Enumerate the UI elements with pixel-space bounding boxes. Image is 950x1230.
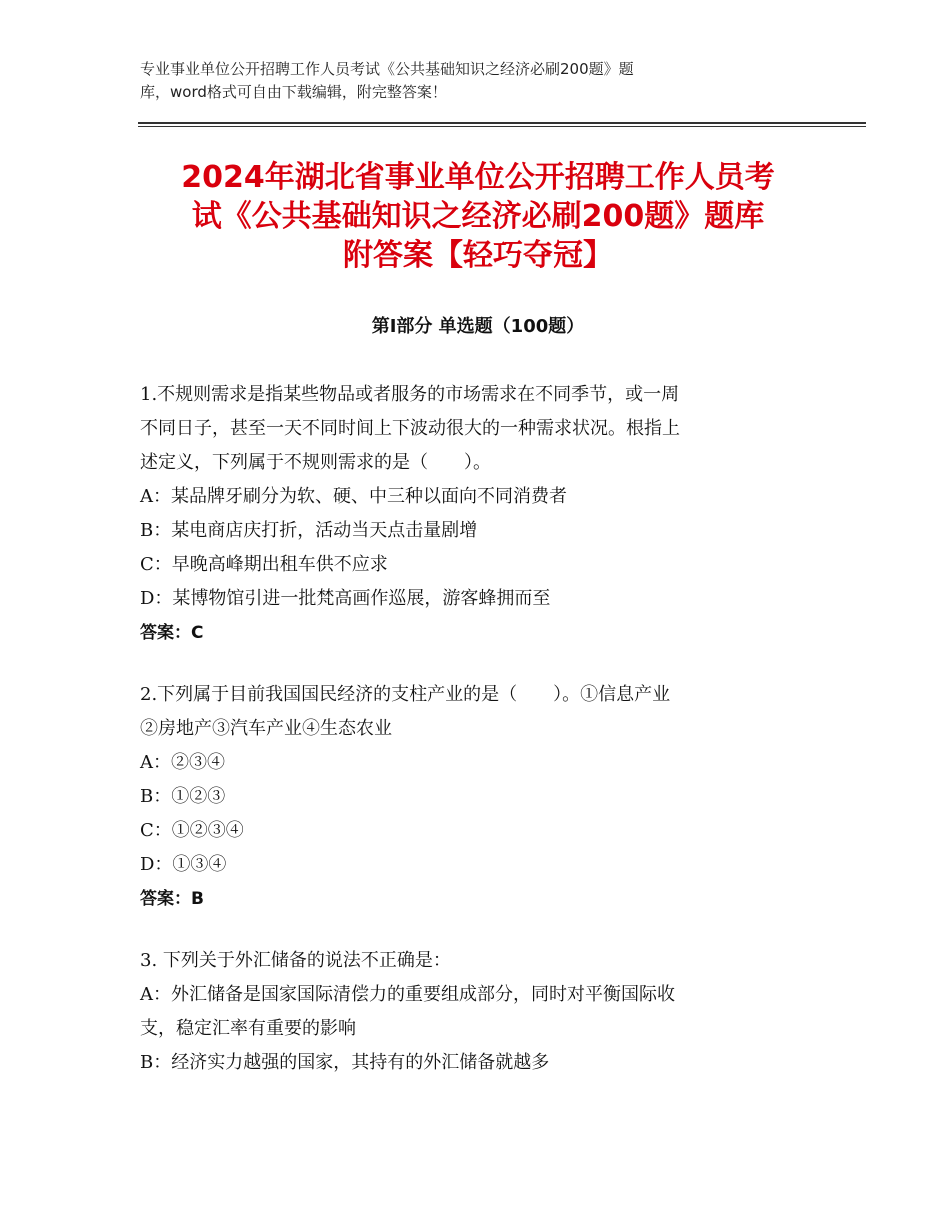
option-b: B：某电商店庆打折，活动当天点击量剧增 [140, 520, 478, 541]
header-note [140, 58, 780, 104]
title-line: 试《公共基础知识之经济必刷200题》题库 [191, 199, 765, 234]
document-title [138, 158, 818, 275]
question-list [140, 378, 800, 1108]
section-title: 第Ⅰ部分 单选题（100题） [371, 316, 585, 337]
option-d: D：①③④ [140, 854, 227, 875]
option-c: C：①②③④ [140, 820, 244, 841]
option-a: A：②③④ [140, 752, 225, 773]
option-a: A：某品牌牙刷分为软、硬、中三种以面向不同消费者 [140, 486, 567, 507]
question-2 [140, 678, 800, 916]
option-b: B：经济实力越强的国家，其持有的外汇储备就越多 [140, 1052, 550, 1073]
question-stem: 3. 下列关于外汇储备的说法不正确是： [140, 950, 451, 971]
option-d: D：某博物馆引进一批梵高画作巡展，游客蜂拥而至 [140, 588, 551, 609]
question-stem: 2.下列属于目前我国国民经济的支柱产业的是（ ）。①信息产业 [140, 684, 671, 705]
question-stem: 1.不规则需求是指某些物品或者服务的市场需求在不同季节，或一周 [140, 384, 680, 405]
header-divider-thin [138, 126, 866, 127]
question-stem: 述定义，下列属于不规则需求的是（ ）。 [140, 452, 491, 473]
option-c: C：早晚高峰期出租车供不应求 [140, 554, 388, 575]
option-b: B：①②③ [140, 786, 226, 807]
answer: 答案：C [140, 623, 204, 643]
question-stem: ②房地产③汽车产业④生态农业 [140, 718, 392, 739]
question-1 [140, 378, 800, 650]
title-line: 2024年湖北省事业单位公开招聘工作人员考 [181, 160, 775, 195]
question-stem: 不同日子，甚至一天不同时间上下波动很大的一种需求状况。根指上 [140, 418, 680, 439]
question-3 [140, 944, 800, 1080]
option-a: A：外汇储备是国家国际清偿力的重要组成部分，同时对平衡国际收 [140, 984, 675, 1005]
header-note-line: 专业事业单位公开招聘工作人员考试《公共基础知识之经济必刷200题》题 [140, 60, 634, 78]
header-note-line: 库，word格式可自由下载编辑，附完整答案！ [140, 83, 447, 101]
answer: 答案：B [140, 889, 204, 909]
title-line: 附答案【轻巧夺冠】 [343, 238, 613, 273]
header-divider [138, 122, 866, 124]
option-a-continued: 支，稳定汇率有重要的影响 [140, 1018, 356, 1039]
